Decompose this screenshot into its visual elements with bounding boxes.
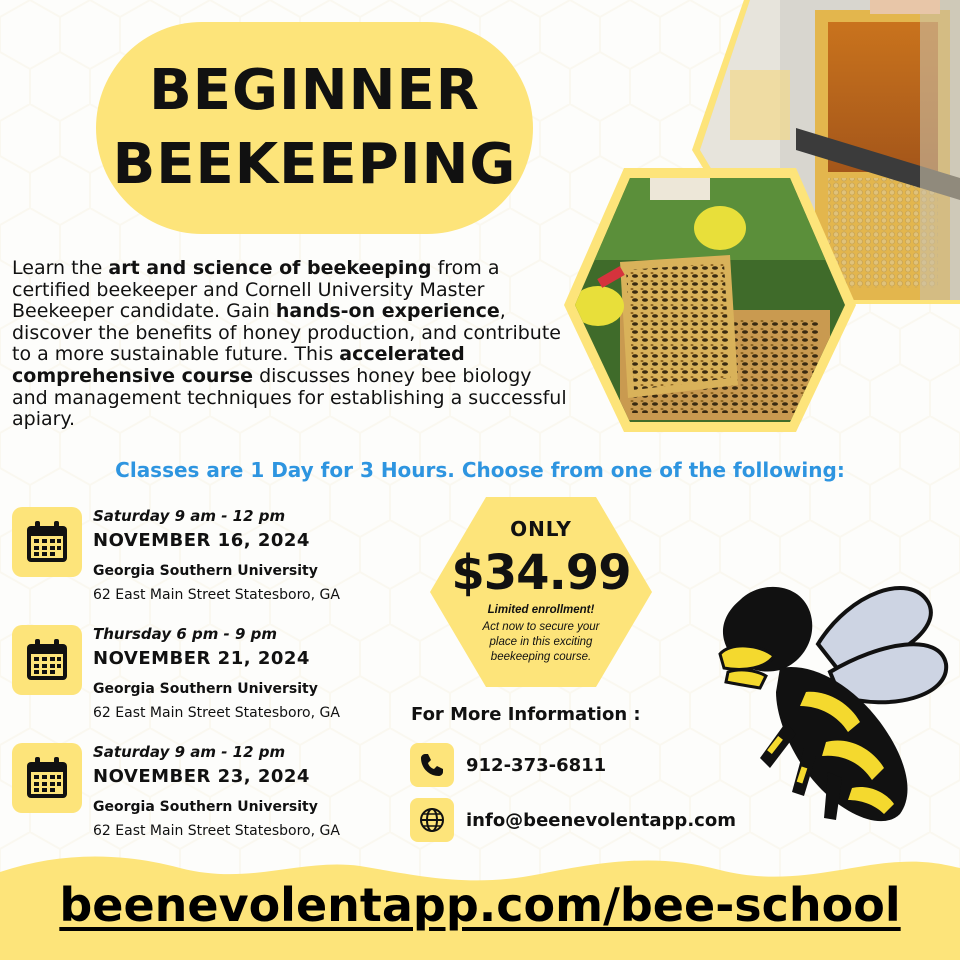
price-amount: $34.99	[451, 545, 631, 601]
session-address: 62 East Main Street Statesboro, GA	[93, 705, 340, 721]
session-venue: Georgia Southern University	[93, 563, 318, 579]
session-address: 62 East Main Street Statesboro, GA	[93, 587, 340, 603]
session-day-time: Saturday 9 am - 12 pm	[93, 507, 286, 525]
limited-enrollment-text: Limited enrollment!	[487, 604, 595, 616]
title-banner	[96, 22, 533, 234]
title-line-2: BEEKEEPING	[112, 132, 517, 197]
price-only-label: ONLY	[510, 517, 572, 541]
enrollment-description: Act now to secure your place in this exciting beekeeping course.	[482, 621, 600, 663]
session-3	[12, 743, 392, 853]
session-venue: Georgia Southern University	[93, 799, 318, 815]
phone-icon	[410, 743, 454, 787]
info-heading: For More Information :	[411, 704, 641, 725]
session-day-time: Saturday 9 am - 12 pm	[93, 743, 286, 761]
session-date: NOVEMBER 23, 2024	[93, 766, 310, 787]
session-address: 62 East Main Street Statesboro, GA	[93, 823, 340, 839]
session-1	[12, 507, 392, 617]
website-url[interactable]: beenevolentapp.com/bee-school	[59, 878, 901, 932]
title-line-1: BEGINNER	[149, 58, 480, 123]
classes-heading: Classes are 1 Day for 3 Hours. Choose from one of the following:	[115, 458, 845, 482]
email-row[interactable]	[410, 798, 736, 842]
session-date: NOVEMBER 21, 2024	[93, 648, 310, 669]
calendar-icon	[12, 743, 82, 813]
globe-icon	[410, 798, 454, 842]
intro-paragraph: Learn the art and science of beekeeping from a certified beekeeper and Cornell University Master Beekeeper candidate. Gain hands-on experience, discover the benefits of honey production, and contribute to a more sustainable future. This accelerated comprehensive course discusses honey bee biology and management techniques for establishing a successful apiary.	[12, 257, 567, 431]
calendar-icon	[12, 507, 82, 577]
bee-mascot-icon	[700, 572, 958, 832]
email-address[interactable]: info@beenevolentapp.com	[466, 809, 736, 831]
phone-number[interactable]: 912-373-6811	[466, 754, 607, 776]
session-venue: Georgia Southern University	[93, 681, 318, 697]
session-day-time: Thursday 6 pm - 9 pm	[93, 625, 278, 643]
calendar-icon	[12, 625, 82, 695]
phone-row[interactable]	[410, 743, 606, 787]
session-date: NOVEMBER 16, 2024	[93, 530, 310, 551]
price-block	[430, 497, 652, 687]
session-2	[12, 625, 392, 735]
